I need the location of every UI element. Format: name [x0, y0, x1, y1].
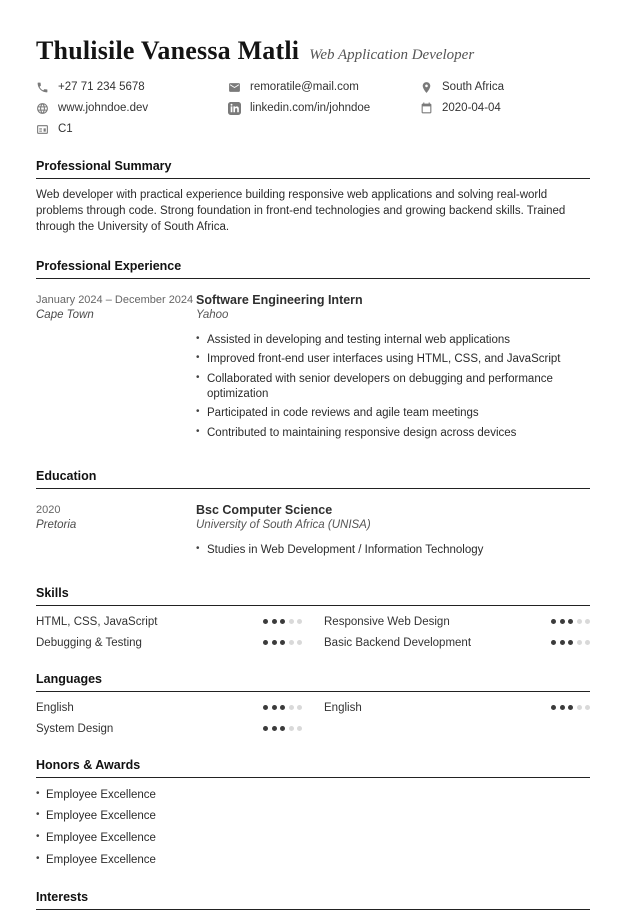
contact-linkedin-text: linkedin.com/in/johndoe: [250, 102, 371, 114]
education-meta: [36, 503, 196, 563]
summary-text: Web developer with practical experience building responsive web applications and solving real-world problems through code. Strong foundation in front-end technologies and growing backend skills. Trained through the University of South Africa.: [36, 189, 566, 233]
phone-icon: [36, 81, 49, 94]
skill-rating-dots: [551, 640, 590, 645]
header: [36, 36, 590, 66]
experience-bullet: • Contributed to maintaining responsive design across devices: [196, 426, 590, 441]
education-degree: Bsc Computer Science: [196, 502, 333, 517]
experience-entry: [36, 293, 590, 446]
section-languages: [36, 672, 590, 735]
education-details: [196, 503, 590, 563]
experience-meta: [36, 293, 196, 446]
award-item: • Employee Excellence: [36, 788, 590, 803]
language-rating-dots: [263, 726, 302, 731]
id-card-icon: [36, 123, 49, 136]
experience-location: Cape Town: [36, 308, 94, 321]
skill-item: [36, 616, 302, 628]
language-rating-dots: [263, 705, 302, 710]
education-entry: [36, 503, 590, 563]
language-label: System Design: [36, 722, 114, 735]
calendar-icon: [420, 102, 433, 115]
globe-icon: [36, 102, 49, 115]
section-interests: [36, 890, 590, 910]
contact-location-text: South Africa: [442, 81, 505, 93]
skill-label: Responsive Web Design: [324, 615, 450, 628]
section-heading-education: Education: [36, 469, 590, 489]
contact-driving-license-text: C1: [58, 123, 73, 135]
contact-date: [420, 102, 590, 115]
experience-bullet: • Improved front-end user interfaces using HTML, CSS, and JavaScript: [196, 352, 590, 367]
section-professional-summary: [36, 159, 590, 236]
section-heading-languages: Languages: [36, 672, 590, 692]
location-pin-icon: [420, 81, 433, 94]
contact-phone: [36, 81, 228, 94]
contact-grid: [36, 81, 590, 136]
experience-bullet-list: [196, 333, 590, 441]
section-education: [36, 469, 590, 563]
experience-bullet: • Participated in code reviews and agile team meetings: [196, 406, 590, 421]
contact-website: [36, 102, 228, 115]
skill-rating-dots: [263, 619, 302, 624]
person-job-title: Web Application Developer: [309, 47, 475, 63]
experience-date-range: January 2024 – December 2024: [36, 293, 194, 306]
section-skills: [36, 586, 590, 649]
language-rating-dots: [551, 705, 590, 710]
person-name: Thulisile Vanessa Matli: [36, 36, 300, 65]
contact-location: [420, 81, 590, 94]
contact-driving-license: [36, 123, 228, 136]
education-location: Pretoria: [36, 518, 77, 531]
languages-grid: [36, 702, 590, 735]
education-bullet: • Studies in Web Development / Information Technology: [196, 543, 590, 558]
award-item: • Employee Excellence: [36, 853, 590, 868]
skills-grid: [36, 616, 590, 649]
contact-linkedin: [228, 102, 420, 115]
language-item: [324, 702, 590, 714]
skill-item: [36, 637, 302, 649]
skill-label: Basic Backend Development: [324, 636, 472, 649]
contact-website-text: www.johndoe.dev: [58, 102, 149, 114]
award-item: • Employee Excellence: [36, 809, 590, 824]
section-heading-summary: Professional Summary: [36, 159, 590, 179]
contact-email: [228, 81, 420, 94]
experience-bullet: • Collaborated with senior developers on debugging and performance optimization: [196, 372, 590, 401]
skill-label: Debugging & Testing: [36, 636, 142, 649]
section-heading-honors: Honors & Awards: [36, 758, 590, 778]
education-year: 2020: [36, 503, 61, 516]
language-item: [36, 702, 302, 714]
contact-email-text: remoratile@mail.com: [250, 81, 359, 93]
experience-bullet: • Assisted in developing and testing internal web applications: [196, 333, 590, 348]
language-label: English: [36, 701, 74, 714]
section-heading-experience: Professional Experience: [36, 259, 590, 279]
awards-list: [36, 788, 590, 868]
contact-phone-text: +27 71 234 5678: [58, 81, 145, 93]
section-heading-skills: Skills: [36, 586, 590, 606]
linkedin-icon: [228, 102, 241, 115]
education-school: University of South Africa (UNISA): [196, 518, 371, 531]
mail-icon: [228, 81, 241, 94]
contact-date-text: 2020-04-04: [442, 102, 501, 114]
skill-label: HTML, CSS, JavaScript: [36, 615, 158, 628]
section-professional-experience: [36, 259, 590, 446]
section-honors-awards: [36, 758, 590, 868]
section-heading-interests: Interests: [36, 890, 590, 910]
skill-item: [324, 637, 590, 649]
experience-details: [196, 293, 590, 446]
experience-role: Software Engineering Intern: [196, 292, 363, 307]
skill-item: [324, 616, 590, 628]
skill-rating-dots: [551, 619, 590, 624]
experience-company: Yahoo: [196, 308, 229, 321]
education-bullet-list: [196, 543, 590, 558]
language-label: English: [324, 701, 362, 714]
language-item: [36, 723, 302, 735]
skill-rating-dots: [263, 640, 302, 645]
award-item: • Employee Excellence: [36, 831, 590, 846]
